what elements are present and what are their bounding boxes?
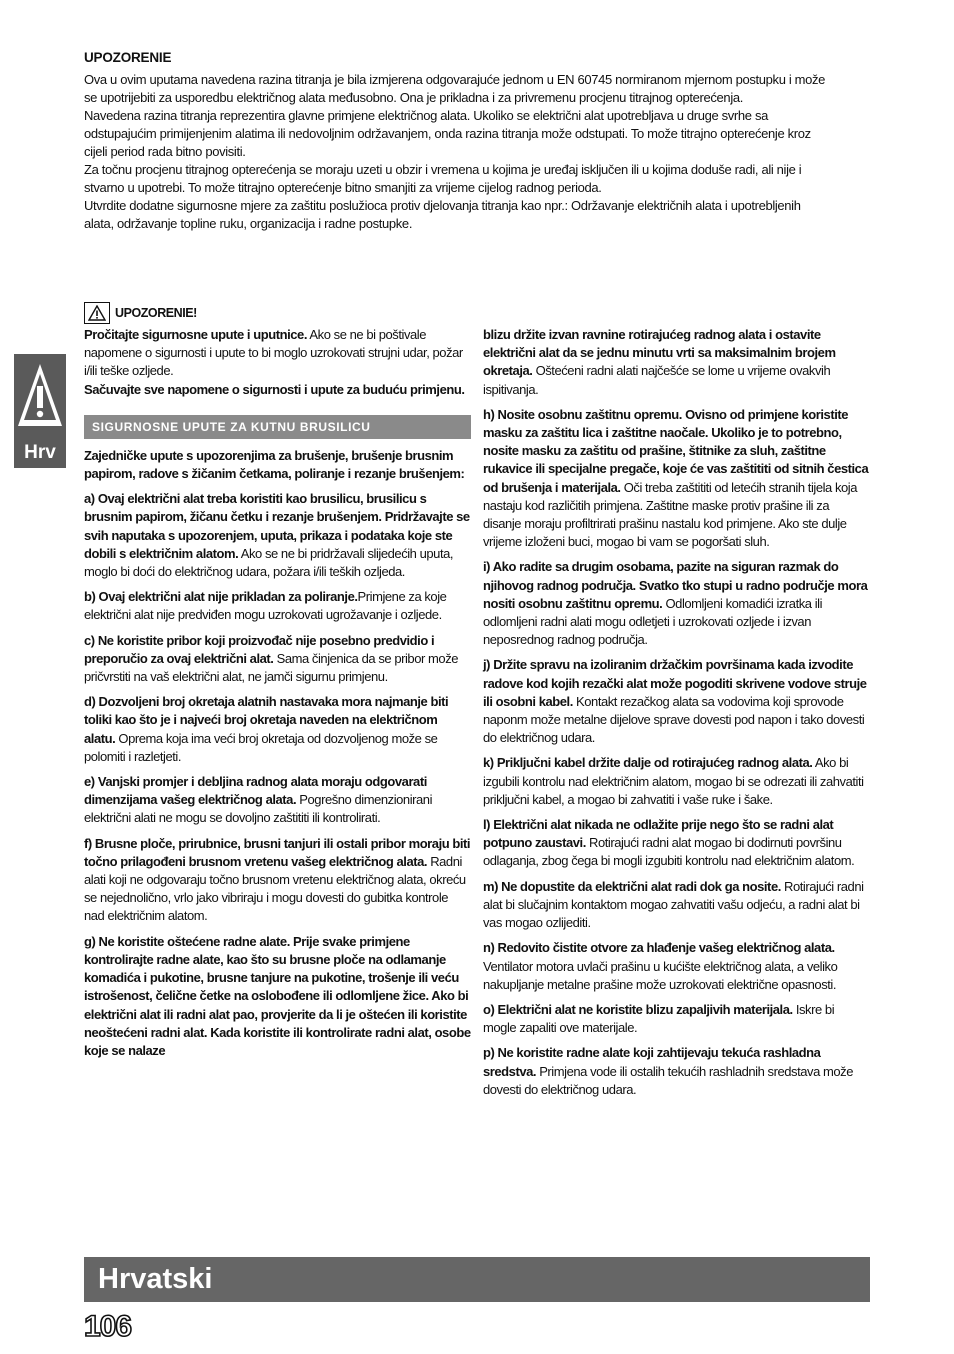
left-column bbox=[84, 302, 471, 1067]
warning-triangle-icon bbox=[14, 358, 66, 438]
item-f: f) Brusne ploče, prirubnice, brusni tanjuri ili ostali pribor moraju biti točno prilagođeni brusnom vretenu vašeg električnog alata. Radni alati koji ne odgovaraju točno brusnom vretenu električnog alata, okreću se nejednolično, vrlo jako vibriraju i mogu dovesti do gubitka kontrole nad električnim alatom. bbox=[84, 835, 471, 924]
page-number: 106 bbox=[84, 1310, 132, 1343]
vibration-line-7: stvarno u upotrebi. To može titrajno opterećenje bitno smanjiti za vrijeme cijelog radnog perioda. bbox=[84, 180, 602, 195]
vibration-line-3: Navedena razina titranja reprezentira glavne primjene električnog alata. Ukoliko se električni alat upotrebljava u druge svrhe sa bbox=[84, 108, 768, 123]
vibration-line-4: odstupajućim primijenjenim alatima ili nedovoljnim održavanjem, onda razina titranja može odstupati. To može titrajno opterećenje kroz bbox=[84, 126, 811, 141]
vibration-line-5: cijeli period rada bitno povisiti. bbox=[84, 144, 246, 159]
item-o: o) Električni alat ne koristite blizu zapaljivih materijala. Iskre bi mogle zapaliti ove materijale. bbox=[483, 1001, 835, 1036]
right-column bbox=[483, 326, 870, 1106]
common-instructions: Zajedničke upute s upozorenjima za brušenje, brušenje brusnim papirom, radove s žičanim četkama, poliranje i rezanje brušenjem: bbox=[84, 447, 465, 482]
vibration-warning-heading: UPOZORENIE bbox=[84, 50, 172, 65]
intro-text: Ako se ne bi poštivale napomene o sigurnosti i upute to bi moglo uzrokovati strujni udar, požar i/ili teške ozljede. bbox=[84, 327, 463, 379]
item-b: b) Ovaj električni alat nije prikladan za poliranje.Primjene za koje električni alat nije predviđen mogu uzrokovati ugrožavanje i ozljede. bbox=[84, 589, 447, 623]
intro-keep-bold: Sačuvajte sve napomene o sigurnosti i upute za buduću primjenu. bbox=[84, 381, 465, 397]
vibration-line-6: Za točnu procjenu titrajnog opterećenja se moraju uzeti u obzir i vremena u kojima je uređaj isključen ili u kojima doduše radi, ali nije i bbox=[84, 162, 802, 177]
item-j: j) Držite spravu na izoliranim držačkim površinama kada izvodite radove kod kojih rezački alat može pogoditi skrivene vodove struje ili osobni kabel. Kontakt rezačkog alata sa vodovima koji sprovode naponm može metalne dijelove sprave dovesti pod napon i tako dovesti do električnog udara. bbox=[483, 657, 867, 746]
warning-title-row bbox=[84, 302, 471, 324]
item-h: h) Nosite osobnu zaštitnu opremu. Ovisno od primjene koristite masku za zaštitu lica i zaštitne naočale. Ukoliko je to potrebno, nosite masku za zaštitu od prašine, štitnike za sluh, zaštitne rukavice ili specijalne pregače, koje će vas zaštititi od sitnih čestica od brušenja i materijala. Oči treba zaštititi od letećih stranih tijela koja nastaju kod različitih primjena. Zaštitne maske protiv prašine ili za disanje moraju profiltrirati prašinu nastalu kod primjene. Ako ste dulje vrijeme izloženi buci, mogao bi vam se pogoršati sluh. bbox=[483, 406, 869, 550]
item-a: a) Ovaj električni alat treba koristiti kao brusilicu, brusilicu s brusnim papirom, žičanu četku i rezanje brušenjem. Pridržavajte se svih naputaka s upozorenjem, uputa, prikaza i podataka koje ste dobili s električnim alatom. Ako se ne bi pridržavali slijedećih uputa, moglo bi doći do električnog udara, požara i/ili teških ozljeda. bbox=[84, 491, 470, 580]
item-d: d) Dozvoljeni broj okretaja alatnih nastavaka mora najmanje biti toliki kao što je i najveći broj okretaja naveden na električnom alatu. Oprema koja ima veći broj okretaja od dozvoljenog može se polomiti i razletjeti. bbox=[84, 694, 449, 764]
language-tab-label: Hrv bbox=[24, 442, 56, 463]
section-title-bar: SIGURNOSNE UPUTE ZA KUTNU BRUSILICU bbox=[84, 415, 471, 439]
item-e: e) Vanjski promjer i debljina radnog alata moraju odgovarati dimenzijama vašeg električnog alata. Pogrešno dimenzionirani električni alati ne mogu se dovoljno zaštititi ili kontrolirati. bbox=[84, 774, 433, 826]
vibration-line-9: alata, održavanje topline ruku, organizacija i radne postupke. bbox=[84, 216, 413, 231]
vibration-line-1: Ova u ovim uputama navedena razina titranja je bila izmjerena odgovarajuće jednom u EN 60745 normiranom mjernom postupku i može bbox=[84, 72, 826, 87]
language-side-tab bbox=[14, 354, 66, 468]
footer-language: Hrvatski bbox=[98, 1263, 213, 1295]
vibration-warning bbox=[84, 50, 874, 233]
item-i: i) Ako radite sa drugim osobama, pazite na siguran razmak do njihovog radnog područja. Svatko tko stupi u radno područje mora nositi osobnu zaštitnu opremu. Odlomljeni komadići izratka ili odlomljeni radni alati mogu odletjeti i uzrokovati ozljede i izvan neposrednog radnog područja. bbox=[483, 559, 868, 648]
footer-language-bar bbox=[84, 1257, 870, 1302]
warning-title: UPOZORENIE! bbox=[115, 305, 197, 320]
warning-triangle-icon bbox=[84, 302, 110, 324]
intro-bold: Pročitajte sigurnosne upute i uputnice. bbox=[84, 327, 307, 342]
item-g: g) Ne koristite oštećene radne alate. Prije svake primjene kontrolirajte radne alate, kao što su brusne ploče na odlamanje komadića i pukotine, brusne tanjure na pukotine, trošenje ili veću istrošenost, čelične četke na oslobođene ili odlomljene žice. Ako bi električni alat ili radni alat pao, provjerite da li je oštećen ili koristite neoštećeni radni alat. Kada koristite ili kontrolirate radni alat, osobe koje se nalaze bbox=[84, 933, 471, 1058]
vibration-line-2: se upotrijebiti za usporedbu električnog alata međusobno. Ona je prikladna i za privremenu procjenu titrajnog opterećenja. bbox=[84, 90, 743, 105]
item-c: c) Ne koristite pribor koji proizvođač nije posebno predvidio i preporučio za ovaj električni alat. Sama činjenica da se pribor može pričvrstiti na vaš električni alat, ne jamči sigurnu primjenu. bbox=[84, 632, 459, 685]
item-k: k) Priključni kabel držite dalje od rotirajućeg radnog alata. Ako bi izgubili kontrolu nad električnim alatom, mogao bi se odrezati ili zahvatiti priključni kabel, a mogao bi zahvatiti i vaše ruke i šake. bbox=[483, 755, 864, 807]
item-g-continued: blizu držite izvan ravnine rotirajućeg radnog alata i ostavite električni alat da se jednu minutu vrti sa maksimalnim brojem okretaja. Oštećeni radni alati najčešće se lome u vrijeme ovakvih ispitivanja. bbox=[483, 327, 836, 397]
item-m: m) Ne dopustite da električni alat radi dok ga nosite. Rotirajući radni alat bi slučajnim kontaktom mogao zahvatiti vašu odjeću, a radni alat bi vas mogao ozlijediti. bbox=[483, 878, 864, 931]
item-l: l) Električni alat nikada ne odlažite prije nego što se radni alat potpuno zaustavi. Rotirajući radni alat mogao bi dodirnuti površinu odlaganja, zbog čega bi mogli izgubiti kontrolu nad električnim alatom. bbox=[483, 817, 855, 869]
vibration-line-8: Utvrdite dodatne sigurnosne mjere za zaštitu poslužioca protiv djelovanja titranja kao npr.: Održavanje električnih alata i upotrebljenih bbox=[84, 198, 801, 213]
item-p: p) Ne koristite radne alate koji zahtijevaju tekuća rashladna sredstva. Primjena vode ili ostalih tekućih rashladnih sredstava može dovesti do električnog udara. bbox=[483, 1045, 853, 1097]
item-n: n) Redovito čistite otvore za hlađenje vašeg električnog alata. Ventilator motora uvlači prašinu u kućište električnog alata, a veliko nakupljanje metalne prašine može uzrokovati električne opasnosti. bbox=[483, 940, 838, 992]
